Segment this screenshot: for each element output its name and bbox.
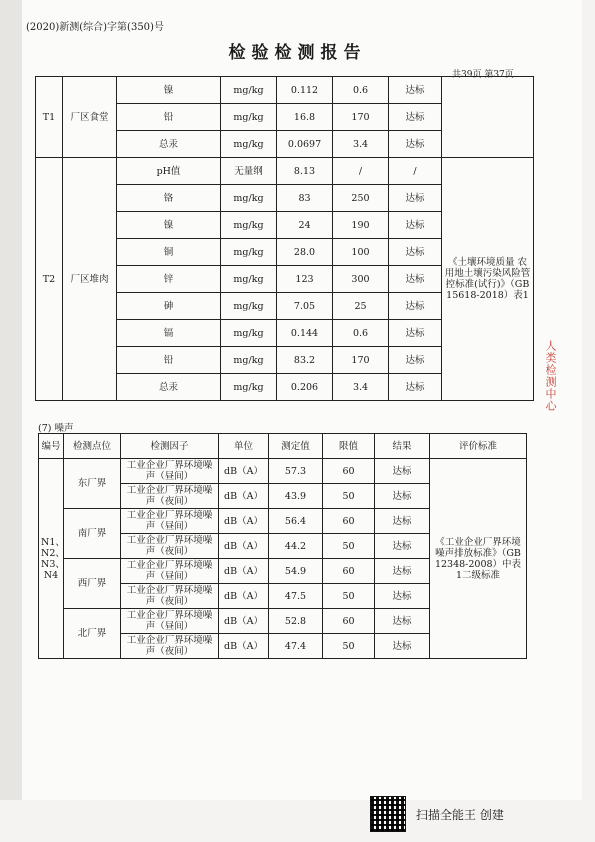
test-factor: pH值 (117, 158, 221, 185)
limit-value: 170 (333, 347, 389, 374)
measured-value: 16.8 (277, 104, 333, 131)
result-cell: 达标 (375, 459, 430, 484)
soil-table (35, 76, 534, 401)
sample-point: T2 (36, 158, 63, 401)
test-factor: 砷 (117, 293, 221, 320)
unit-cell: dB（A） (219, 559, 269, 584)
unit-cell: mg/kg (221, 77, 277, 104)
limit-value: 3.4 (333, 374, 389, 401)
unit-cell: mg/kg (221, 239, 277, 266)
limit-value: / (333, 158, 389, 185)
test-factor: 工业企业厂界环境噪声（夜间） (121, 634, 219, 659)
column-header: 测定值 (269, 434, 323, 459)
unit-cell: mg/kg (221, 266, 277, 293)
unit-cell: dB（A） (219, 634, 269, 659)
result-cell: 达标 (375, 484, 430, 509)
limit-value: 60 (323, 559, 375, 584)
limit-value: 50 (323, 634, 375, 659)
column-header: 检测点位 (64, 434, 121, 459)
measured-value: 43.9 (269, 484, 323, 509)
unit-cell: dB（A） (219, 584, 269, 609)
result-cell: 达标 (389, 239, 442, 266)
scanner-watermark (370, 797, 504, 831)
test-factor: 铅 (117, 347, 221, 374)
evaluation-standard: 《土壤环境质量 农用地土壤污染风险管控标准(试行)》（GB 15618-2018）表1 (442, 158, 534, 401)
sample-point: T1 (36, 77, 63, 158)
limit-value: 50 (323, 584, 375, 609)
noise-header-row (39, 434, 527, 459)
test-factor: 工业企业厂界环境噪声（夜间） (121, 584, 219, 609)
measurement-location: 西厂界 (64, 559, 121, 609)
result-cell: 达标 (389, 131, 442, 158)
result-cell: / (389, 158, 442, 185)
document-number: (2020)新测(综合)字第(350)号 (26, 22, 164, 33)
test-factor: 工业企业厂界环境噪声（昼间） (121, 609, 219, 634)
binding-edge (0, 0, 23, 800)
column-header: 编号 (39, 434, 64, 459)
measured-value: 52.8 (269, 609, 323, 634)
qr-code-icon (370, 796, 406, 832)
measurement-location: 东厂界 (64, 459, 121, 509)
measured-value: 0.206 (277, 374, 333, 401)
result-cell: 达标 (389, 185, 442, 212)
limit-value: 300 (333, 266, 389, 293)
test-factor: 铜 (117, 239, 221, 266)
red-stamp: 人类检测中心 (544, 340, 557, 412)
unit-cell: mg/kg (221, 320, 277, 347)
limit-value: 3.4 (333, 131, 389, 158)
measured-value: 0.0697 (277, 131, 333, 158)
result-cell: 达标 (375, 584, 430, 609)
measured-value: 123 (277, 266, 333, 293)
page-info: 共39页 第37页 (452, 70, 514, 80)
result-cell: 达标 (389, 104, 442, 131)
column-header: 评价标准 (430, 434, 527, 459)
measurement-location: 北厂界 (64, 609, 121, 659)
unit-cell: dB（A） (219, 534, 269, 559)
limit-value: 60 (323, 459, 375, 484)
table-row (36, 158, 534, 185)
test-factor: 镍 (117, 77, 221, 104)
measured-value: 7.05 (277, 293, 333, 320)
limit-value: 50 (323, 534, 375, 559)
limit-value: 190 (333, 212, 389, 239)
column-header: 单位 (219, 434, 269, 459)
limit-value: 100 (333, 239, 389, 266)
measured-value: 83.2 (277, 347, 333, 374)
page-title: 检验检测报告 (228, 43, 367, 63)
result-cell: 达标 (375, 634, 430, 659)
unit-cell: dB（A） (219, 509, 269, 534)
result-cell: 达标 (375, 559, 430, 584)
test-factor: 铬 (117, 185, 221, 212)
sample-location: 厂区食堂 (63, 77, 117, 158)
blank-cell (442, 77, 534, 158)
limit-value: 170 (333, 104, 389, 131)
test-factor: 工业企业厂界环境噪声（夜间） (121, 484, 219, 509)
limit-value: 250 (333, 185, 389, 212)
unit-cell: dB（A） (219, 459, 269, 484)
result-cell: 达标 (389, 212, 442, 239)
noise-section-label: (7) 噪声 (38, 423, 74, 434)
noise-table (38, 433, 527, 659)
measured-value: 57.3 (269, 459, 323, 484)
measured-value: 47.5 (269, 584, 323, 609)
test-factor: 工业企业厂界环境噪声（昼间） (121, 459, 219, 484)
unit-cell: mg/kg (221, 212, 277, 239)
result-cell: 达标 (389, 77, 442, 104)
limit-value: 50 (323, 484, 375, 509)
unit-cell: dB（A） (219, 609, 269, 634)
unit-cell: dB（A） (219, 484, 269, 509)
unit-cell: mg/kg (221, 293, 277, 320)
result-cell: 达标 (389, 293, 442, 320)
result-cell: 达标 (389, 266, 442, 293)
limit-value: 25 (333, 293, 389, 320)
test-factor: 铅 (117, 104, 221, 131)
scanner-label: 扫描全能王 创建 (416, 807, 504, 822)
measured-value: 0.112 (277, 77, 333, 104)
unit-cell: 无量纲 (221, 158, 277, 185)
measured-value: 83 (277, 185, 333, 212)
test-factor: 工业企业厂界环境噪声（昼间） (121, 559, 219, 584)
limit-value: 60 (323, 609, 375, 634)
limit-value: 0.6 (333, 77, 389, 104)
measured-value: 56.4 (269, 509, 323, 534)
result-cell: 达标 (375, 534, 430, 559)
unit-cell: mg/kg (221, 131, 277, 158)
evaluation-standard: 《工业企业厂界环境噪声排放标准》（GB 12348-2008）中表1二级标准 (430, 459, 527, 659)
measured-value: 44.2 (269, 534, 323, 559)
result-cell: 达标 (389, 374, 442, 401)
limit-value: 0.6 (333, 320, 389, 347)
column-header: 结果 (375, 434, 430, 459)
result-cell: 达标 (389, 320, 442, 347)
result-cell: 达标 (389, 347, 442, 374)
column-header: 限值 (323, 434, 375, 459)
test-factor: 镉 (117, 320, 221, 347)
test-factor: 工业企业厂界环境噪声（夜间） (121, 534, 219, 559)
table-row (39, 459, 527, 484)
sample-location: 厂区堆肉 (63, 158, 117, 401)
unit-cell: mg/kg (221, 104, 277, 131)
measurement-location: 南厂界 (64, 509, 121, 559)
point-id: N1、N2、N3、N4 (39, 459, 64, 659)
test-factor: 工业企业厂界环境噪声（昼间） (121, 509, 219, 534)
measured-value: 8.13 (277, 158, 333, 185)
column-header: 检测因子 (121, 434, 219, 459)
measured-value: 54.9 (269, 559, 323, 584)
test-factor: 总汞 (117, 374, 221, 401)
measured-value: 0.144 (277, 320, 333, 347)
measured-value: 24 (277, 212, 333, 239)
unit-cell: mg/kg (221, 185, 277, 212)
limit-value: 60 (323, 509, 375, 534)
result-cell: 达标 (375, 509, 430, 534)
test-factor: 总汞 (117, 131, 221, 158)
test-factor: 镍 (117, 212, 221, 239)
measured-value: 47.4 (269, 634, 323, 659)
result-cell: 达标 (375, 609, 430, 634)
test-factor: 锌 (117, 266, 221, 293)
measured-value: 28.0 (277, 239, 333, 266)
unit-cell: mg/kg (221, 347, 277, 374)
table-row (36, 77, 534, 104)
unit-cell: mg/kg (221, 374, 277, 401)
